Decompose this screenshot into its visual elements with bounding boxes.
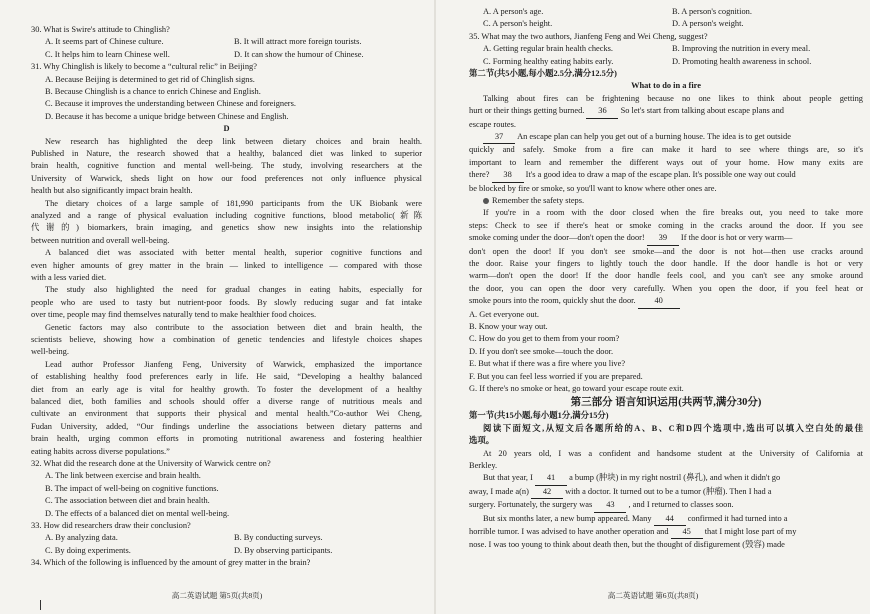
q32-option-a: A. The link between exercise and brain health. [45, 471, 201, 481]
cloze-text: horrible tumor. I was advised to have another operation and [469, 527, 669, 537]
fire-line [469, 169, 863, 182]
q30-option-b: B. It will attract more foreign tourists. [234, 37, 362, 47]
passage-d-line: eating habits across diverse populations.” [31, 446, 170, 456]
fire-line: important to learn and remember the different ways out of your home. How many exits are [469, 157, 863, 167]
blank-39[interactable]: 39 [647, 232, 679, 245]
passage-d-line: Genetic factors may also contribute to the association between diet and brain health, the [45, 322, 422, 332]
q34-option-b: B. A person's cognition. [672, 7, 752, 16]
q31-option-d: D. Because it has become a unique bridge between Chinese and English. [45, 111, 289, 121]
fire-text: there? [469, 170, 490, 180]
q31-stem: 31. Why Chinglish is likely to become a “cultural relic” in Beijing? [31, 62, 257, 72]
q34-stem: 34. Which of the following is influenced by the amount of grey matter in the brain? [31, 558, 311, 568]
cloze-line [469, 513, 863, 526]
fire-line: steps: Check to see if there's heat or smoke coming in the cracks around the door. If you see [469, 220, 863, 230]
left-page [0, 0, 434, 614]
passage-d-line: A balanced diet was associated with better mental health, superior cognitive functions and [45, 248, 422, 258]
fire-text: If the door is hot or very warm— [680, 233, 793, 243]
fire-line: the door, you can open the door very carefully. When you open the door, if you feel heat or [469, 283, 863, 293]
cloze-line: At 20 years old, I was a confident and handsome student at the University of California at [483, 448, 863, 458]
fire-text: So let's start from talking about escape plans and [620, 106, 784, 116]
blank-44[interactable]: 44 [654, 513, 686, 526]
fire-text: smoke coming under the door—don't open the door! [469, 233, 645, 243]
fire-line [469, 232, 863, 245]
passage-d-line: analyzed and a range of physical evaluation including cognitive functions, blood metabolic(新陈 [31, 211, 422, 221]
margin-mark [40, 600, 41, 610]
q33-options-cd [31, 545, 422, 557]
passage-d-line: of establishing healthy food preferences early in life. He said, “Developing a healthy balanced [31, 372, 422, 382]
passage-d-line: well-being. [31, 347, 69, 357]
q35-option-d: D. Promoting health awareness in school. [672, 56, 812, 66]
q34-option-d: D. A person's weight. [672, 19, 744, 29]
blank-40[interactable]: 40 [638, 295, 680, 308]
passage-d-line: diet from an early age is vital for healthy growth. To foster the development of a healthy [31, 384, 422, 394]
passage-d-line: people who are used to tasty but nutrient-poor foods. By slowly reducing sugar and fat intake [31, 297, 422, 307]
passage-d-line: University of Warwick, sheds light on how our food preferences not only influence physical [31, 173, 422, 183]
q32-option-b: B. The impact of well-being on cognitive functions. [45, 483, 219, 493]
q33-option-a: A. By analyzing data. [45, 533, 118, 543]
fire-line: warm—don't open the door! If the door handle feels cool, and you can't see any smoke around [469, 271, 863, 281]
fire-subheading: Remember the safety steps. [492, 196, 585, 206]
passage-d-line: The dietary choices of a large sample of 181,990 participants from the UK Biobank were [45, 198, 422, 208]
cloze-line [469, 499, 863, 512]
passage-d-line: over time, people may find themselves naturally tend to make healthier food choices. [31, 310, 317, 320]
q32-stem: 32. What did the research done at the University of Warwick centre on? [31, 458, 271, 468]
cloze-text: But six months later, a new bump appeared. Many [483, 513, 652, 523]
q31-option-b: B. Because Chinglish is a chance to enrich Chinese and English. [45, 87, 261, 97]
blank-45[interactable]: 45 [671, 526, 703, 539]
fire-line [469, 105, 863, 118]
fire-line: be blocked by fire or smoke, so you'll want to know where other ones are. [469, 183, 717, 193]
blank-36[interactable]: 36 [586, 105, 618, 118]
q33-options-ab [31, 532, 422, 544]
blank-42[interactable]: 42 [531, 486, 563, 499]
instructions-line: 阅读下面短文,从短文后各题所给的A、B、C和D四个选项中,选出可以填入空白处的最佳 [483, 423, 863, 433]
q35-option-b: B. Improving the nutrition in every meal. [672, 44, 811, 54]
cloze-line [469, 472, 863, 485]
fire-line: don't open the door! If you don't see smoke—and the door is not hot—then use cracks around [469, 246, 863, 256]
passage-d-line: brain health, cognitive function and mental well-being. The study, involving researchers at the [31, 161, 422, 171]
passage-d-line: with a less varied diet. [31, 272, 107, 282]
fire-option: A. Get everyone out. [469, 309, 540, 319]
left-column [31, 24, 422, 570]
q30-option-a: A. It seems part of Chinese culture. [45, 37, 164, 47]
q34-option-c: C. A person's height. [483, 19, 553, 29]
blank-41[interactable]: 41 [535, 472, 567, 485]
cloze-text: that I might lose part of my [704, 527, 797, 537]
q35-option-c: C. Forming healthy eating habits early. [483, 56, 614, 66]
blank-37[interactable]: 37 [483, 131, 515, 144]
cloze-text: confirmed it had turned into a [687, 513, 788, 523]
cloze-text: with a doctor. It turned out to be a tumor (肿瘤). Then I had a [565, 486, 772, 496]
fire-option: E. But what if there was a fire where you live? [469, 359, 626, 369]
q32-option-c: C. The association between diet and brain health. [45, 496, 210, 506]
passage-d-line: health but also significantly impact brain health. [31, 186, 193, 196]
bullet-icon [483, 198, 489, 204]
part3-title: 第三部分 语言知识运用(共两节,满分30分) [570, 397, 762, 409]
fire-option: C. How do you get to them from your room? [469, 334, 620, 344]
q30-option-d: D. It can show the humour of Chinese. [234, 49, 364, 59]
fire-line [469, 131, 863, 144]
fire-line: quickly and safely. Smoke from a fire can make it hard to see where things are, so it's [469, 145, 863, 155]
fire-option: B. Know your way out. [469, 322, 548, 332]
right-page-footer: 高二英语试题 第6页(共8页) [607, 591, 699, 600]
passage-d-line: balanced diet, both families and schools should offer a diverse range of nutritious meals and [31, 396, 422, 406]
q34-options-ab [469, 6, 863, 18]
fire-text: An escape plan can help you get out of a burning house. The idea is to get outside [517, 132, 791, 142]
q31-option-c: C. Because it improves the understanding between Chinese and foreigners. [45, 99, 296, 109]
section1-heading: 第一节(共15小题,每小题1分,满分15分) [469, 411, 609, 421]
passage-d-line: Published in Nature, the research showed that a healthy, balanced diet was linked to superior [31, 149, 422, 159]
passage-d-line: scientists believe, showing how a combination of genetic tendencies and lifestyle choices shapes [31, 334, 422, 344]
fire-text: smoke pours into the room, quickly shut the door. [469, 296, 636, 306]
q34-option-a: A. A person's age. [483, 7, 544, 16]
cloze-text: surgery. Fortunately, the surgery was [469, 500, 593, 510]
q33-option-c: C. By doing experiments. [45, 545, 131, 555]
q35-options-ab [469, 43, 863, 55]
passage-d-line: cultivate an environment that supports their physical and mental health.”Co-author Wei Cheng, [31, 409, 422, 419]
passage-d-line: even higher amounts of grey matter in the brain — linked to intelligence — compared with those [31, 260, 422, 270]
passage-d-line: between nutrition and overall well-being. [31, 235, 170, 245]
fire-line: escape routes. [469, 119, 516, 129]
left-page-footer: 高二英语试题 第5页(共8页) [171, 591, 263, 600]
fire-option: G. If there's no smoke or heat, go toward your escape route exit. [469, 384, 684, 394]
section2-heading: 第二节(共5小题,每小题2.5分,满分12.5分) [469, 69, 617, 79]
cloze-line [469, 486, 863, 499]
q30-stem: 30. What is Swire's attitude to Chinglish? [31, 25, 170, 34]
fire-option: F. But you can feel less worried if you are prepared. [469, 371, 643, 381]
q30-option-c: C. It helps him to learn Chinese well. [45, 49, 170, 59]
passage-d-line: brain health, urging common efforts in promoting nutritional awareness and fostering healthier [31, 434, 422, 444]
cloze-line [469, 526, 863, 539]
q33-option-d: D. By observing participants. [234, 545, 333, 555]
fire-text: hurt or their things getting burned. [469, 106, 585, 116]
fire-line: Talking about fires can be frightening because no one likes to think about people getting [483, 93, 863, 103]
cloze-text: a bump (肿块) in my right nostril (鼻孔), and when it didn't go [569, 473, 781, 483]
cloze-text: , and I returned to classes soon. [628, 500, 734, 510]
fire-text: It's a good idea to draw a map of the escape plan. It's possible one way out could [525, 170, 796, 180]
cloze-line: nose. I was too young to think about death then, but the thought of disfigurement (毁容) made [469, 540, 785, 550]
passage-d-letter: D [223, 124, 230, 134]
instructions-line: 选项。 [469, 436, 495, 446]
q31-option-a: A. Because Beijing is determined to get rid of Chinglish signs. [45, 74, 255, 84]
q35-options-cd [469, 56, 863, 68]
passage-d-line: Lead author Professor Jianfeng Feng, University of Warwick, emphasized the importance [45, 359, 422, 369]
fire-line: the door. Raise your fingers to lightly touch the door handle. If the door handle is hot or very [469, 259, 863, 269]
cloze-line: Berkley. [469, 461, 498, 471]
passage-title: What to do in a fire [631, 81, 701, 91]
q33-option-b: B. By conducting surveys. [234, 533, 323, 543]
passage-d-line: 代谢的) biomarkers, brain imaging, and genetics show new insights into the relationship [31, 223, 422, 233]
passage-d-line: Fudan University, added, “Our findings underline the associations between dietary patterns and [31, 421, 422, 431]
q30-options-ab [31, 36, 422, 48]
fire-line: If you're in a room with the door closed when the fire breaks out, you need to take more [483, 208, 863, 218]
blank-38[interactable]: 38 [492, 169, 524, 182]
cloze-text: But that year, I [483, 473, 533, 483]
passage-d-line: New research has highlighted the deep link between dietary choices and brain health. [45, 136, 422, 146]
cloze-text: away, I made a(n) [469, 486, 529, 496]
q32-option-d: D. The effects of a balanced diet on mental well-being. [45, 508, 230, 518]
q30-options-cd [31, 49, 422, 61]
right-column [469, 6, 863, 552]
passage-d-line: The study also highlighted the need for gradual changes in eating habits, especially for [45, 285, 422, 295]
right-page [436, 0, 870, 614]
q35-option-a: A. Getting regular brain health checks. [483, 44, 613, 54]
q34-options-cd [469, 18, 863, 30]
q35-stem: 35. What may the two authors, Jianfeng Feng and Wei Cheng, suggest? [469, 31, 708, 41]
fire-line [469, 195, 863, 207]
fire-option: D. If you don't see smoke—touch the door. [469, 346, 614, 356]
fire-line [469, 295, 863, 308]
blank-43[interactable]: 43 [594, 499, 626, 512]
q33-stem: 33. How did researchers draw their conclusion? [31, 520, 191, 530]
